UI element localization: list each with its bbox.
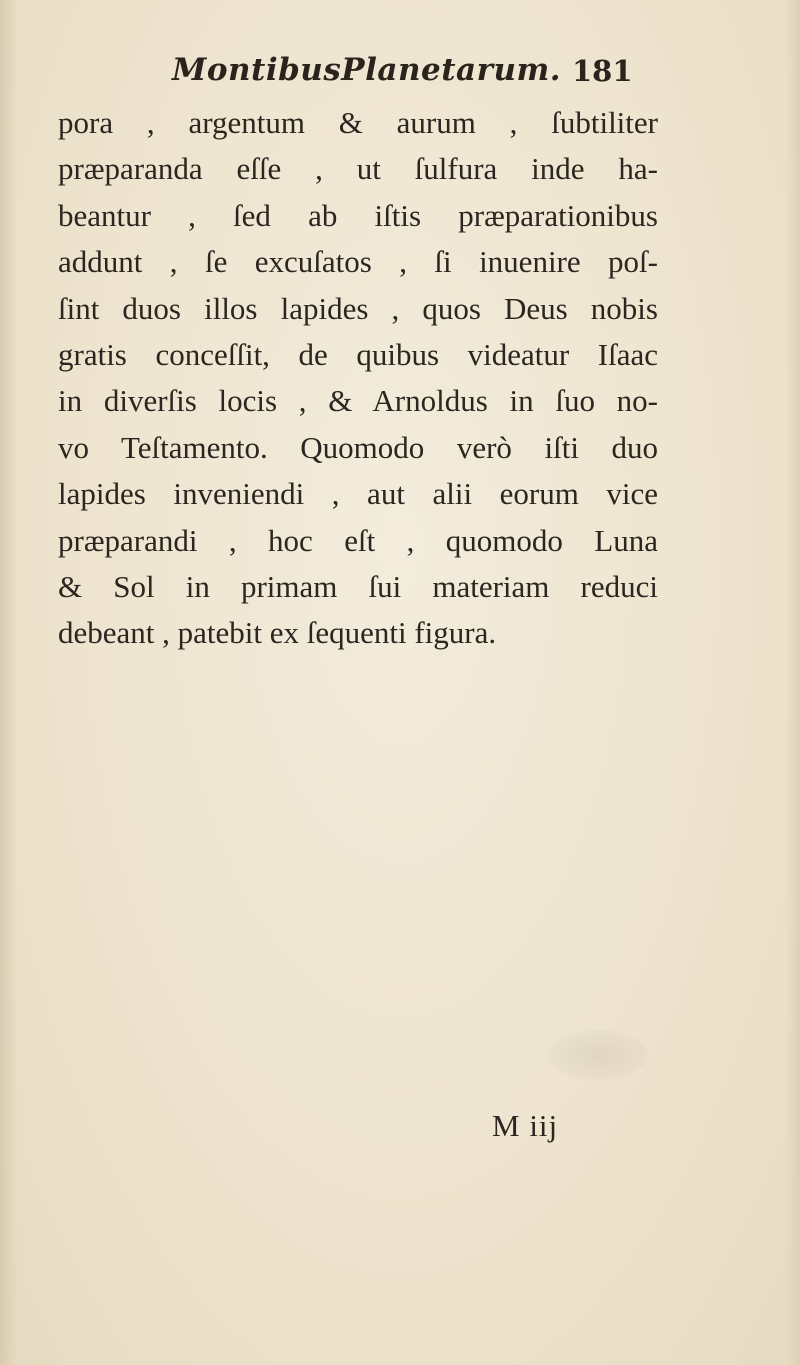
- text-line: lapides inveniendi , aut alii eorum vice: [58, 476, 658, 512]
- body-text: [58, 100, 658, 657]
- text-line: vo Teſtamento. Quomodo verò iſti duo: [58, 429, 658, 465]
- text-line: addunt , ſe excuſatos , ſi inuenire poſ-: [58, 244, 658, 280]
- running-head-title: MontibusPlanetarum.: [172, 52, 562, 88]
- page-number: 181: [572, 54, 633, 88]
- text-line: in diverſis locis , & Arnoldus in ſuo no-: [58, 383, 658, 419]
- text-line: & Sol in primam ſui materiam reduci: [58, 568, 658, 604]
- running-head: [0, 52, 800, 96]
- text-line: ſint duos illos lapides , quos Deus nobis: [58, 290, 658, 326]
- text-line: beantur , ſed ab iſtis præparationibus: [58, 197, 658, 233]
- text-line: debeant , patebit ex ſequenti figura.: [58, 615, 497, 651]
- text-line: præparanda eſſe , ut ſulfura inde ha-: [58, 151, 658, 187]
- signature-mark: M iij: [492, 1108, 559, 1143]
- text-line: gratis conceſſit, de quibus videatur Iſaac: [58, 336, 658, 372]
- paper-stain: [548, 1030, 648, 1080]
- text-line: præparandi , hoc eſt , quomodo Luna: [58, 522, 658, 558]
- text-line: pora , argentum & aurum , ſubtiliter: [58, 105, 658, 140]
